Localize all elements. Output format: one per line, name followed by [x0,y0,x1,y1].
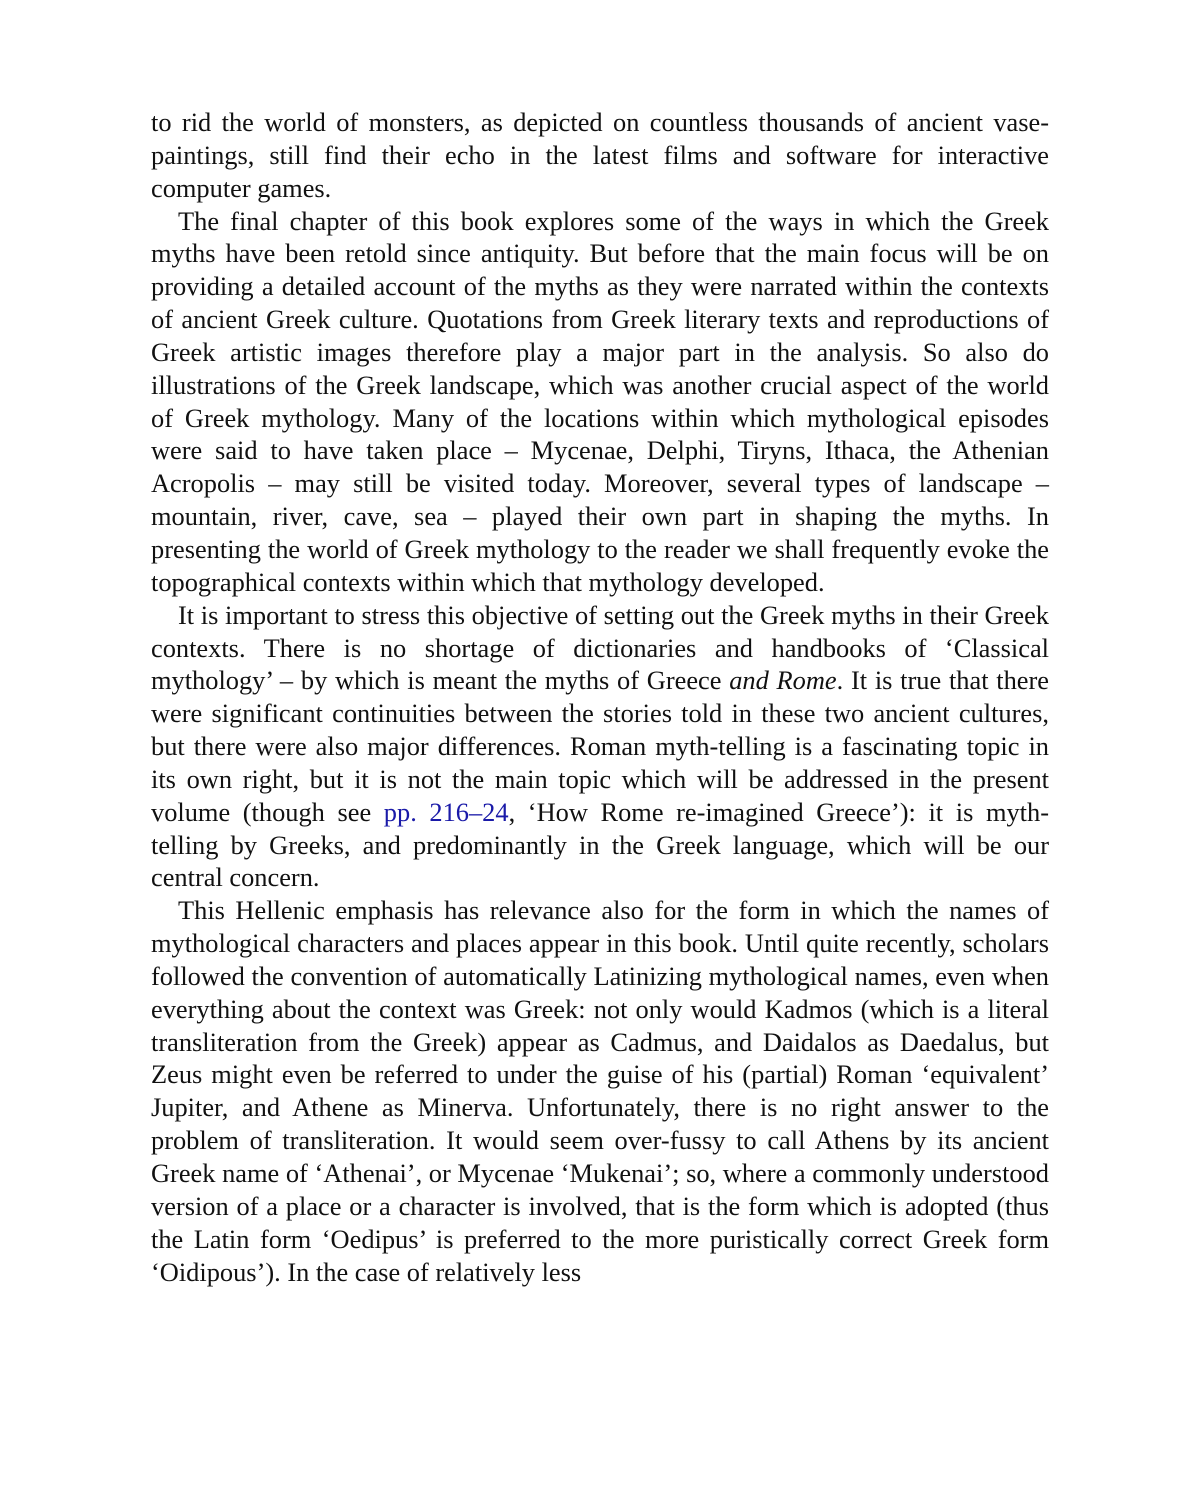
paragraph-4: This Hellenic emphasis has relevance also for the form in which the names of mythological characters and places appear in this book. Until quite recently, scholars followed the convention of automatically Latinizing mythological names, even when everything about the context was Greek: not only would Kadmos (which is a literal transliteration from the Greek) appear as Cadmus, and Daidalos as Daedalus, but Zeus might even be referred to under the guise of his (partial) Roman ‘equivalent’ Jupiter, and Athene as Minerva. Unfortunately, there is no right answer to the problem of transliteration. It would seem over-fussy to call Athens by its ancient Greek name of ‘Athenai’, or Mycenae ‘Mukenai’; so, where a commonly understood version of a place or a character is involved, that is the form which is adopted (thus the Latin form ‘Oedipus’ is preferred to the more puristically correct Greek form ‘Oidipous’). In the case of relatively less [151,895,1049,1287]
paragraph-2: The final chapter of this book explores some of the ways in which the Greek myths have been retold since antiquity. But before that the main focus will be on providing a detailed account of the myths as they were narrated within the contexts of ancient Greek culture. Quotations from Greek literary texts and reproductions of Greek artistic images therefore play a major part in the analysis. So also do illustrations of the Greek landscape, which was another crucial aspect of the world of Greek mythology. Many of the locations within which mythological episodes were said to have taken place – Mycenae, Delphi, Tiryns, Ithaca, the Athenian Acropolis – may still be visited today. Moreover, several types of landscape – mountain, river, cave, sea – played their own part in shaping the myths. In presenting the world of Greek mythology to the reader we shall frequently evoke the topographical contexts within which that mythology developed. [151,205,1049,597]
page-reference-link[interactable]: pp. 216–24 [383,796,509,827]
paragraph-1: to rid the world of monsters, as depicted on countless thousands of ancient vase-paintings, still find their echo in the latest films and software for interactive computer games. [151,107,1049,203]
paragraph-3-italic: and Rome [729,665,837,696]
paragraph-3-text-c: , ‘How Rome re-imagined Greece’): it is myth-telling by Greeks, and predominantly in the Greek language, which will be our central concern. [151,796,1049,893]
paragraph-3-text-b: . It is true that there were significant continuities between the stories told in these two ancient cultures, but there were also major differences. Roman myth-telling is a fascinating topic in its own right, but it is not the main topic which will be addressed in the present volume (though see [151,665,1050,827]
page-body [151,106,1049,1288]
paragraph-3-text-a: It is important to stress this objective of setting out the Greek myths in their Greek contexts. There is no shortage of dictionaries and handbooks of ‘Classical mythology’ – by which is meant the myths of Greece [151,599,1049,696]
paragraph-3 [151,599,1049,895]
